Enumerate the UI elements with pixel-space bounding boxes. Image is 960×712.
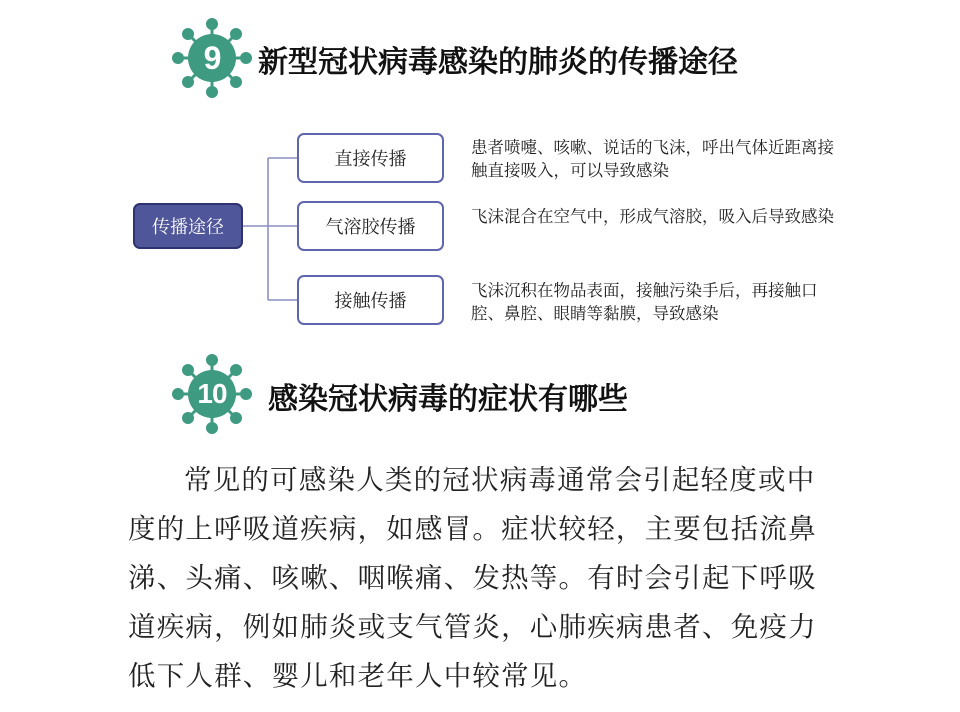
branch-aerosol-desc: 飞沫混合在空气中，形成气溶胶，吸入后导致感染	[471, 207, 834, 226]
section-title: 新型冠状病毒感染的肺炎的传播途径	[258, 45, 738, 80]
branch-direct: 直接传播	[297, 133, 444, 183]
branch-contact-desc: 飞沫沉积在物品表面，接触污染手后，再接触口腔、鼻腔、眼睛等黏膜，导致感染	[471, 281, 818, 323]
branch-aerosol: 气溶胶传播	[297, 201, 444, 251]
body-paragraph: 常见的可感染人类的冠状病毒通常会引起轻度或中度的上呼吸道疾病，如感冒。症状较轻，主要包括流鼻涕、头痛、咳嗽、咽喉痛、发热等。有时会引起下呼吸道疾病，例如肺炎或支气管炎，心肺疾病患者、免疫力低下人群、婴儿和老年人中较常见。	[128, 464, 817, 692]
virus-badge-icon	[172, 354, 252, 434]
branch-direct-desc: 患者喷嚏、咳嗽、说话的飞沫，呼出气体近距离接触直接吸入，可以导致感染	[471, 138, 834, 180]
section-number: 10	[197, 378, 227, 409]
section-title: 感染冠状病毒的症状有哪些	[268, 382, 628, 417]
section-number: 9	[203, 39, 221, 76]
branch-contact: 接触传播	[297, 275, 444, 325]
diagram-root-node: 传播途径	[133, 203, 243, 249]
